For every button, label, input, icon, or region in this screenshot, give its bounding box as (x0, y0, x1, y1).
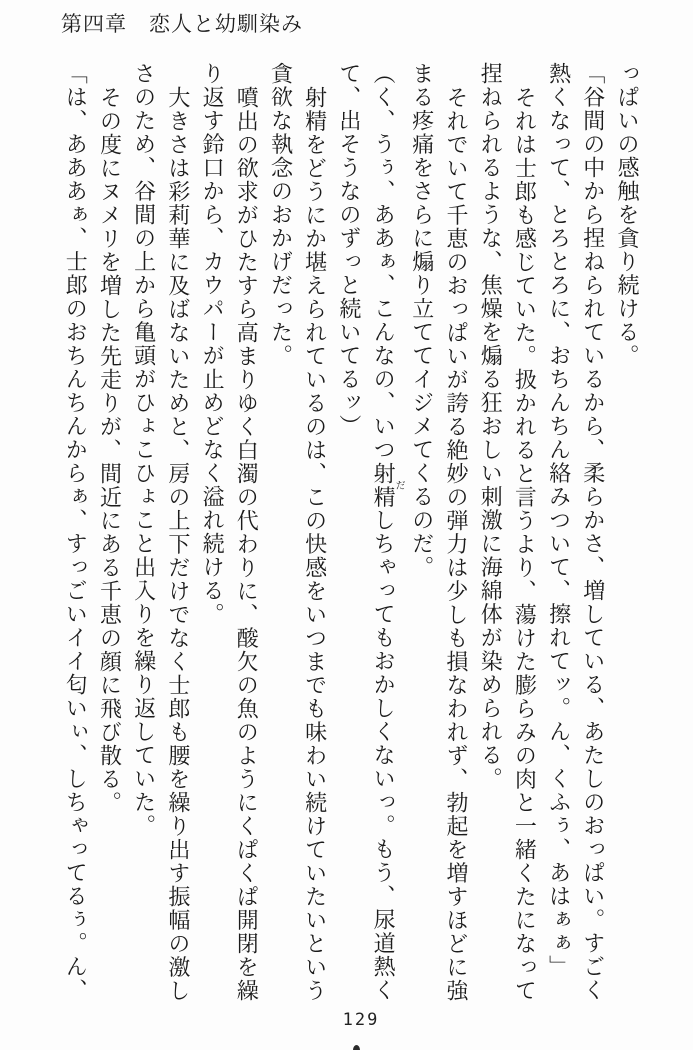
text-column: 「谷間の中から捏ねられているから、柔らかさ、増している、あたしのおっぱい。すごく (579, 62, 605, 1002)
text-column: 射精をどうにか堪えられているのは、この快感をいつまでも味わい続けていたいという (301, 85, 327, 1002)
ruby-annotated-word: 射精だ (370, 461, 405, 509)
text-column: 大きさは彩莉華に及ばないためと、房の上下だけでなく士郎も腰を繰り出す振幅の激し (164, 85, 190, 1002)
text-column: 噴出の欲求がひたすら高まりゆく白濁の代わりに、酸欠の魚のようにくぱくぱ開閉を繰 (233, 85, 259, 1002)
text-column: て、出そうなのずっと続いてるッ） (335, 62, 361, 438)
text-column: それでいて千恵のおっぱいが誇る絶妙の弾力は少しも損なわれず、勃起を増すほどに強 (442, 85, 468, 1002)
text-column: り返す鈴口から、カウパーが止めどなく溢れ続ける。 (199, 62, 225, 626)
text-column: っぱいの感触を貪り続ける。 (614, 62, 639, 368)
page-number: 129 (342, 1010, 380, 1030)
text-column: その度にヌメリを増した先走りが、間近にある千恵の顔に飛び散る。 (96, 85, 122, 814)
text-column: 捏ねられるような、焦燥を煽る狂おしい刺激に海綿体が染められる。 (477, 62, 503, 791)
body-text (57, 62, 643, 1010)
text-column: 貪欲な執念のおかげだった。 (267, 62, 293, 368)
text-column: さのため、谷間の上から亀頭がひょこひょこと出入りを繰り返していた。 (130, 62, 156, 838)
text-column: まる疼痛をさらに煽り立ててイジメてくるのだ。 (408, 62, 434, 579)
text-column: （く、うぅ、ああぁ、こんなの、いつ射精だしちゃってもおかしくないっ。もう、尿道熱く (370, 62, 405, 1002)
text-column: それは士郎も感じていた。扱かれると言うより、蕩けた膨らみの肉と一緒くたになって (511, 85, 537, 1002)
text-column: 熱くなって、とろとろに、おちんちん絡みついて、擦れてッ。ん、くふぅ、あはぁぁ」 (545, 62, 571, 979)
text-column: 「は、あああぁ、士郎のおちんちんからぁ、すっごいイイ匂いぃ、しちゃってるぅ。ん、 (62, 62, 88, 1002)
chapter-header: 第四章 恋人と幼馴染み (61, 12, 303, 36)
cutoff-glyph-dot (353, 1045, 360, 1050)
